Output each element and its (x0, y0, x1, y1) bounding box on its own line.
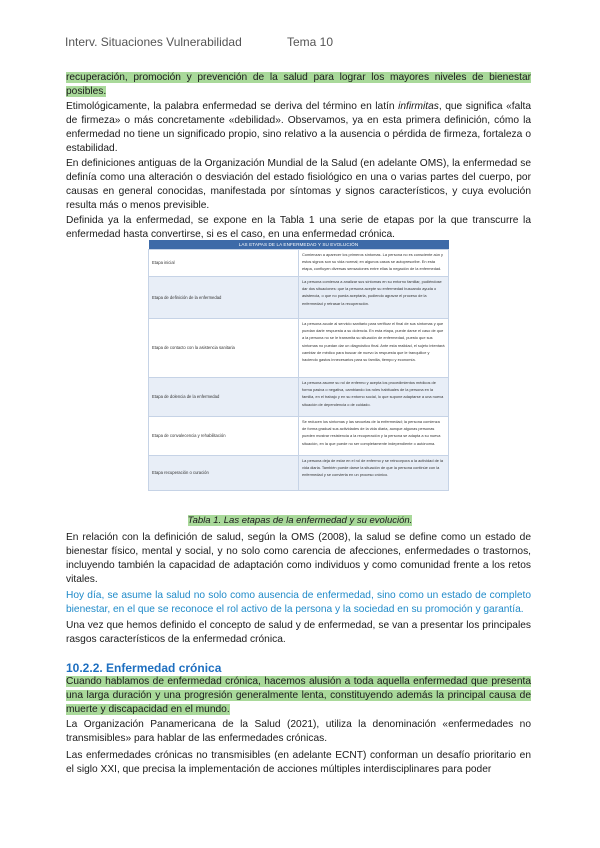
page-header (65, 35, 334, 49)
paragraph (66, 71, 531, 99)
upper-text (66, 71, 531, 242)
paragraph: Definida ya la enfermedad, se expone en la Tabla 1 una serie de etapas por la que transcurre la enfermedad hasta convertirse, si es el caso, en una enfermedad crónica. (66, 215, 531, 240)
table-row: Etapa de contacto con la asistencia sanitaria La persona acude al servicio sanitario para verificar el final de sus síntomas y que puedan darle respuesta a su dolencia. En esta etapa, puede darse el caso de que a la persona no se le transmita su situación de enfermedad, puesto que sus síntomas no puedan dar un diagnóstico final. Ante esta realidad, el sujeto intentará cambiar de médico para buscar de nuevo la respuesta que le tranquilice y haciendo gastos innecesarios para su familia, tiempo y economía. (149, 319, 449, 378)
table-row: Etapa recuperación o curación La persona deja de estar en el rol de enfermo y se reincorpora a la actividad de la vida diaria. También puede darse la situación de que la persona continúe con la enfermedad y se convierta en un proceso crónico. (149, 456, 449, 491)
paragraph: En definiciones antiguas de la Organización Mundial de la Salud (en adelante OMS), la enfermedad se definía como una alteración o desviación del estado fisiológico en una o varias partes del cuerpo, por causas en general conocidas, manifestada por síntomas y signos característicos, y cuya evolución resulta más o menos previsible. (66, 158, 531, 211)
paragraph: La Organización Panamericana de la Salud (2021), utiliza la denominación «enfermedades no transmisibles» para hablar de las enfermedades crónicas. (66, 719, 531, 744)
paragraph: Una vez que hemos definido el concepto de salud y de enfermedad, se van a presentar los principales rasgos característicos de la enfermedad crónica. (66, 620, 531, 645)
table-row: Etapa de convalecencia y rehabilitación Se reducen los síntomas y las secuelas de la enfermedad; la persona comienza de forma gradual sus actividades de la vida diaria, aunque algunas personas pueden mostrar resistencia a la recuperación y la persona se adapta a su nueva situación, en la que puede no ser completamente independiente o autónoma. (149, 417, 449, 456)
header-topic: Tema 10 (287, 35, 334, 49)
paragraph: Las enfermedades crónicas no transmisibles (en adelante ECNT) conforman un desafío prioritario en el siglo XXI, que precisa la implementación de acciones múltiples interdisciplinares para poder (66, 750, 531, 775)
table-title: LAS ETAPAS DE LA ENFERMEDAD Y SU EVOLUCIÓN (149, 240, 449, 250)
table-caption: Tabla 1. Las etapas de la enfermedad y su evolución. (187, 515, 413, 526)
table-row: Etapa inicial Comienzan a aparecer los primeros síntomas. La persona no es consciente aún y estos signos son su vida normal; en algunos casos se autoprescribe. En esta etapa, confluyen diversas sensaciones entre ellas la negación de la enfermedad. (149, 250, 449, 277)
section-title: 10.2.2. Enfermedad crónica (66, 661, 222, 675)
stages-table (148, 240, 449, 491)
section-text (66, 675, 531, 777)
highlighted-text: recuperación, promoción y prevención de la salud para lograr los mayores niveles de bienestar posibles. (66, 72, 531, 97)
table-row: Etapa de dolencia de la enfermedad La persona asume su rol de enfermo y acepta los procedimientos médicos de forma pasiva o negativa, cambiando los roles habituales de la persona en la familia, en el trabajo y en su entorno social, lo que supone adaptarse a una nueva situación de dependencia o de cuidado. (149, 378, 449, 417)
paragraph: En relación con la definición de salud, según la OMS (2008), la salud se define como un estado de bienestar físico, mental y social, y no solo como carencia de afecciones, enfermedades o trastornos, incluyendo también la capacidad de adaptación como individuos y como comunidad frente a los retos vitales. (66, 532, 531, 585)
latin-term: infirmitas (398, 101, 439, 112)
highlighted-text: Cuando hablamos de enfermedad crónica, hacemos alusión a toda aquella enfermedad que presenta una larga duración y una progresión generalmente lenta, constituyendo además la principal causa de muerte y discapacidad en el mundo. (66, 676, 531, 715)
paragraph: Etimológicamente, la palabra enfermedad se deriva del término en latín infirmitas, que significa «falta de firmeza» o más concretamente «debilidad». Observamos, ya en esta primera definición, cómo la enfermedad no tiene un significado propio, sino relativo a la ausencia o pérdida de firmeza, fortaleza o estabilidad. (66, 101, 531, 154)
header-subject: Interv. Situaciones Vulnerabilidad (65, 35, 242, 49)
table-row: Etapa de definición de la enfermedad La persona comienza a analizar sus síntomas en su entorno familiar, pudiéndose dar dos situaciones: que la persona acepte su enfermedad buscando ayuda o asistencia, o que no pueda aceptarla, pudiendo agravar el proceso de la enfermedad y retrasar la recuperación. (149, 277, 449, 319)
paragraph (66, 675, 531, 717)
lower-text (66, 531, 531, 647)
paragraph-highlight-blue: Hoy día, se asume la salud no solo como ausencia de enfermedad, sino como un estado de completo bienestar, en el que se reconoce el rol activo de la persona y la sociedad en su promoción y garantía. (66, 590, 531, 615)
